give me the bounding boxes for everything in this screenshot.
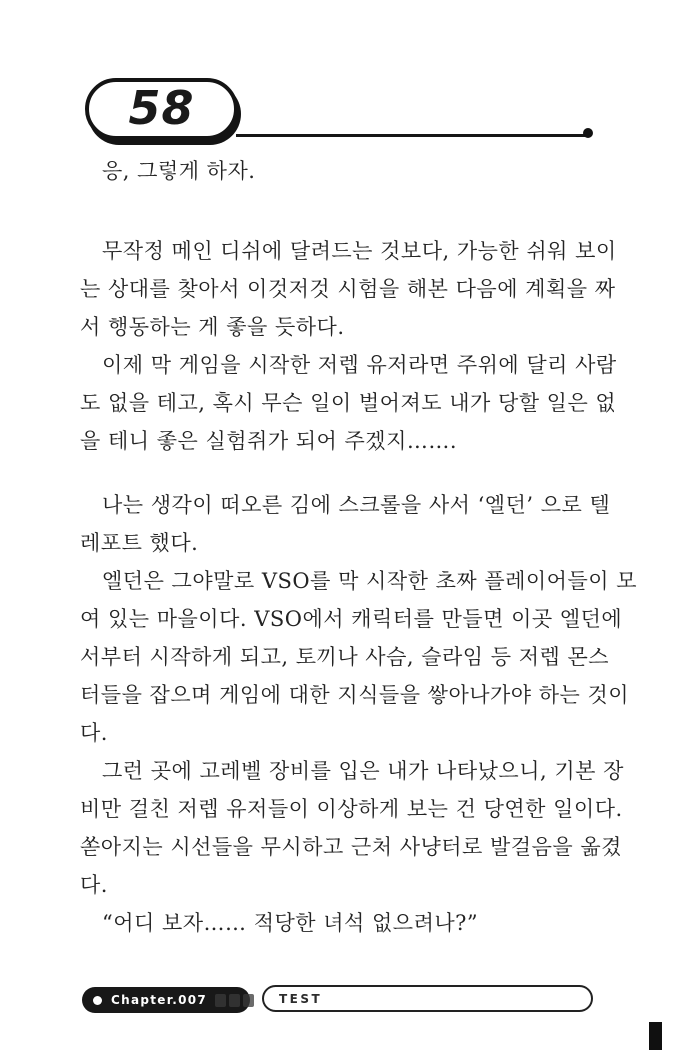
chapter-faint-marks [215, 994, 254, 1007]
paragraph [80, 486, 611, 562]
text-line: 을 테니 좋은 실험쥐가 되어 주겠지……. [80, 429, 458, 453]
paragraph [80, 152, 598, 190]
text-line: 이제 막 게임을 시작한 저렙 유저라면 주위에 달리 사람 [102, 353, 617, 377]
text-line: 도 없을 테고, 혹시 무슨 일이 벌어져도 내가 당할 일은 없 [80, 391, 617, 415]
page-number: 58 [128, 81, 195, 135]
header-line-end-ring-icon [583, 128, 593, 138]
text-line: 다. [80, 721, 108, 745]
text-line: 그런 곳에 고레벨 장비를 입은 내가 나타났으니, 기본 장 [102, 759, 624, 783]
text-line: 터들을 잡으며 게임에 대한 지식들을 쌓아나가야 하는 것이 [80, 683, 630, 707]
page-edge-mark [649, 1022, 662, 1050]
text-line: “어디 보자…… 적당한 녀석 없으려나?” [102, 911, 479, 935]
text-line: 엘던은 그야말로 VSO를 막 시작한 초짜 플레이어들이 모 [102, 569, 637, 593]
paragraph [80, 562, 637, 752]
text-line: 서 행동하는 게 좋을 듯하다. [80, 315, 345, 339]
text-line: 나는 생각이 떠오른 김에 스크롤을 사서 ‘엘던’ 으로 텔 [102, 493, 611, 517]
bullet-dot-icon [93, 996, 102, 1005]
text-line: 다. [80, 873, 108, 897]
text-line: 레포트 했다. [80, 531, 199, 555]
chapter-label: Chapter.007 [111, 993, 208, 1007]
header-rule-line [236, 134, 588, 137]
text-line: 서부터 시작하게 되고, 토끼나 사슴, 슬라임 등 저렙 몬스 [80, 645, 610, 669]
running-title: TEST [279, 991, 323, 1006]
chapter-badge [82, 987, 250, 1013]
page-number-pill [85, 78, 238, 140]
paragraph [80, 752, 624, 904]
text-line: 무작정 메인 디쉬에 달려드는 것보다, 가능한 쉬워 보이 [102, 239, 617, 263]
running-title-box [262, 985, 593, 1012]
body-text [80, 152, 637, 942]
text-line: 여 있는 마을이다. VSO에서 캐릭터를 만들면 이곳 엘던에 [80, 607, 623, 631]
paragraph [80, 904, 598, 942]
paragraph [80, 232, 617, 346]
text-line: 쏟아지는 시선들을 무시하고 근처 사냥터로 발걸음을 옮겼 [80, 835, 622, 859]
text-line: 는 상대를 찾아서 이것저것 시험을 해본 다음에 계획을 짜 [80, 277, 616, 301]
paragraph [80, 346, 617, 460]
text-line: 응, 그렇게 하자. [102, 159, 256, 183]
text-line: 비만 걸친 저렙 유저들이 이상하게 보는 건 당연한 일이다. [80, 797, 623, 821]
